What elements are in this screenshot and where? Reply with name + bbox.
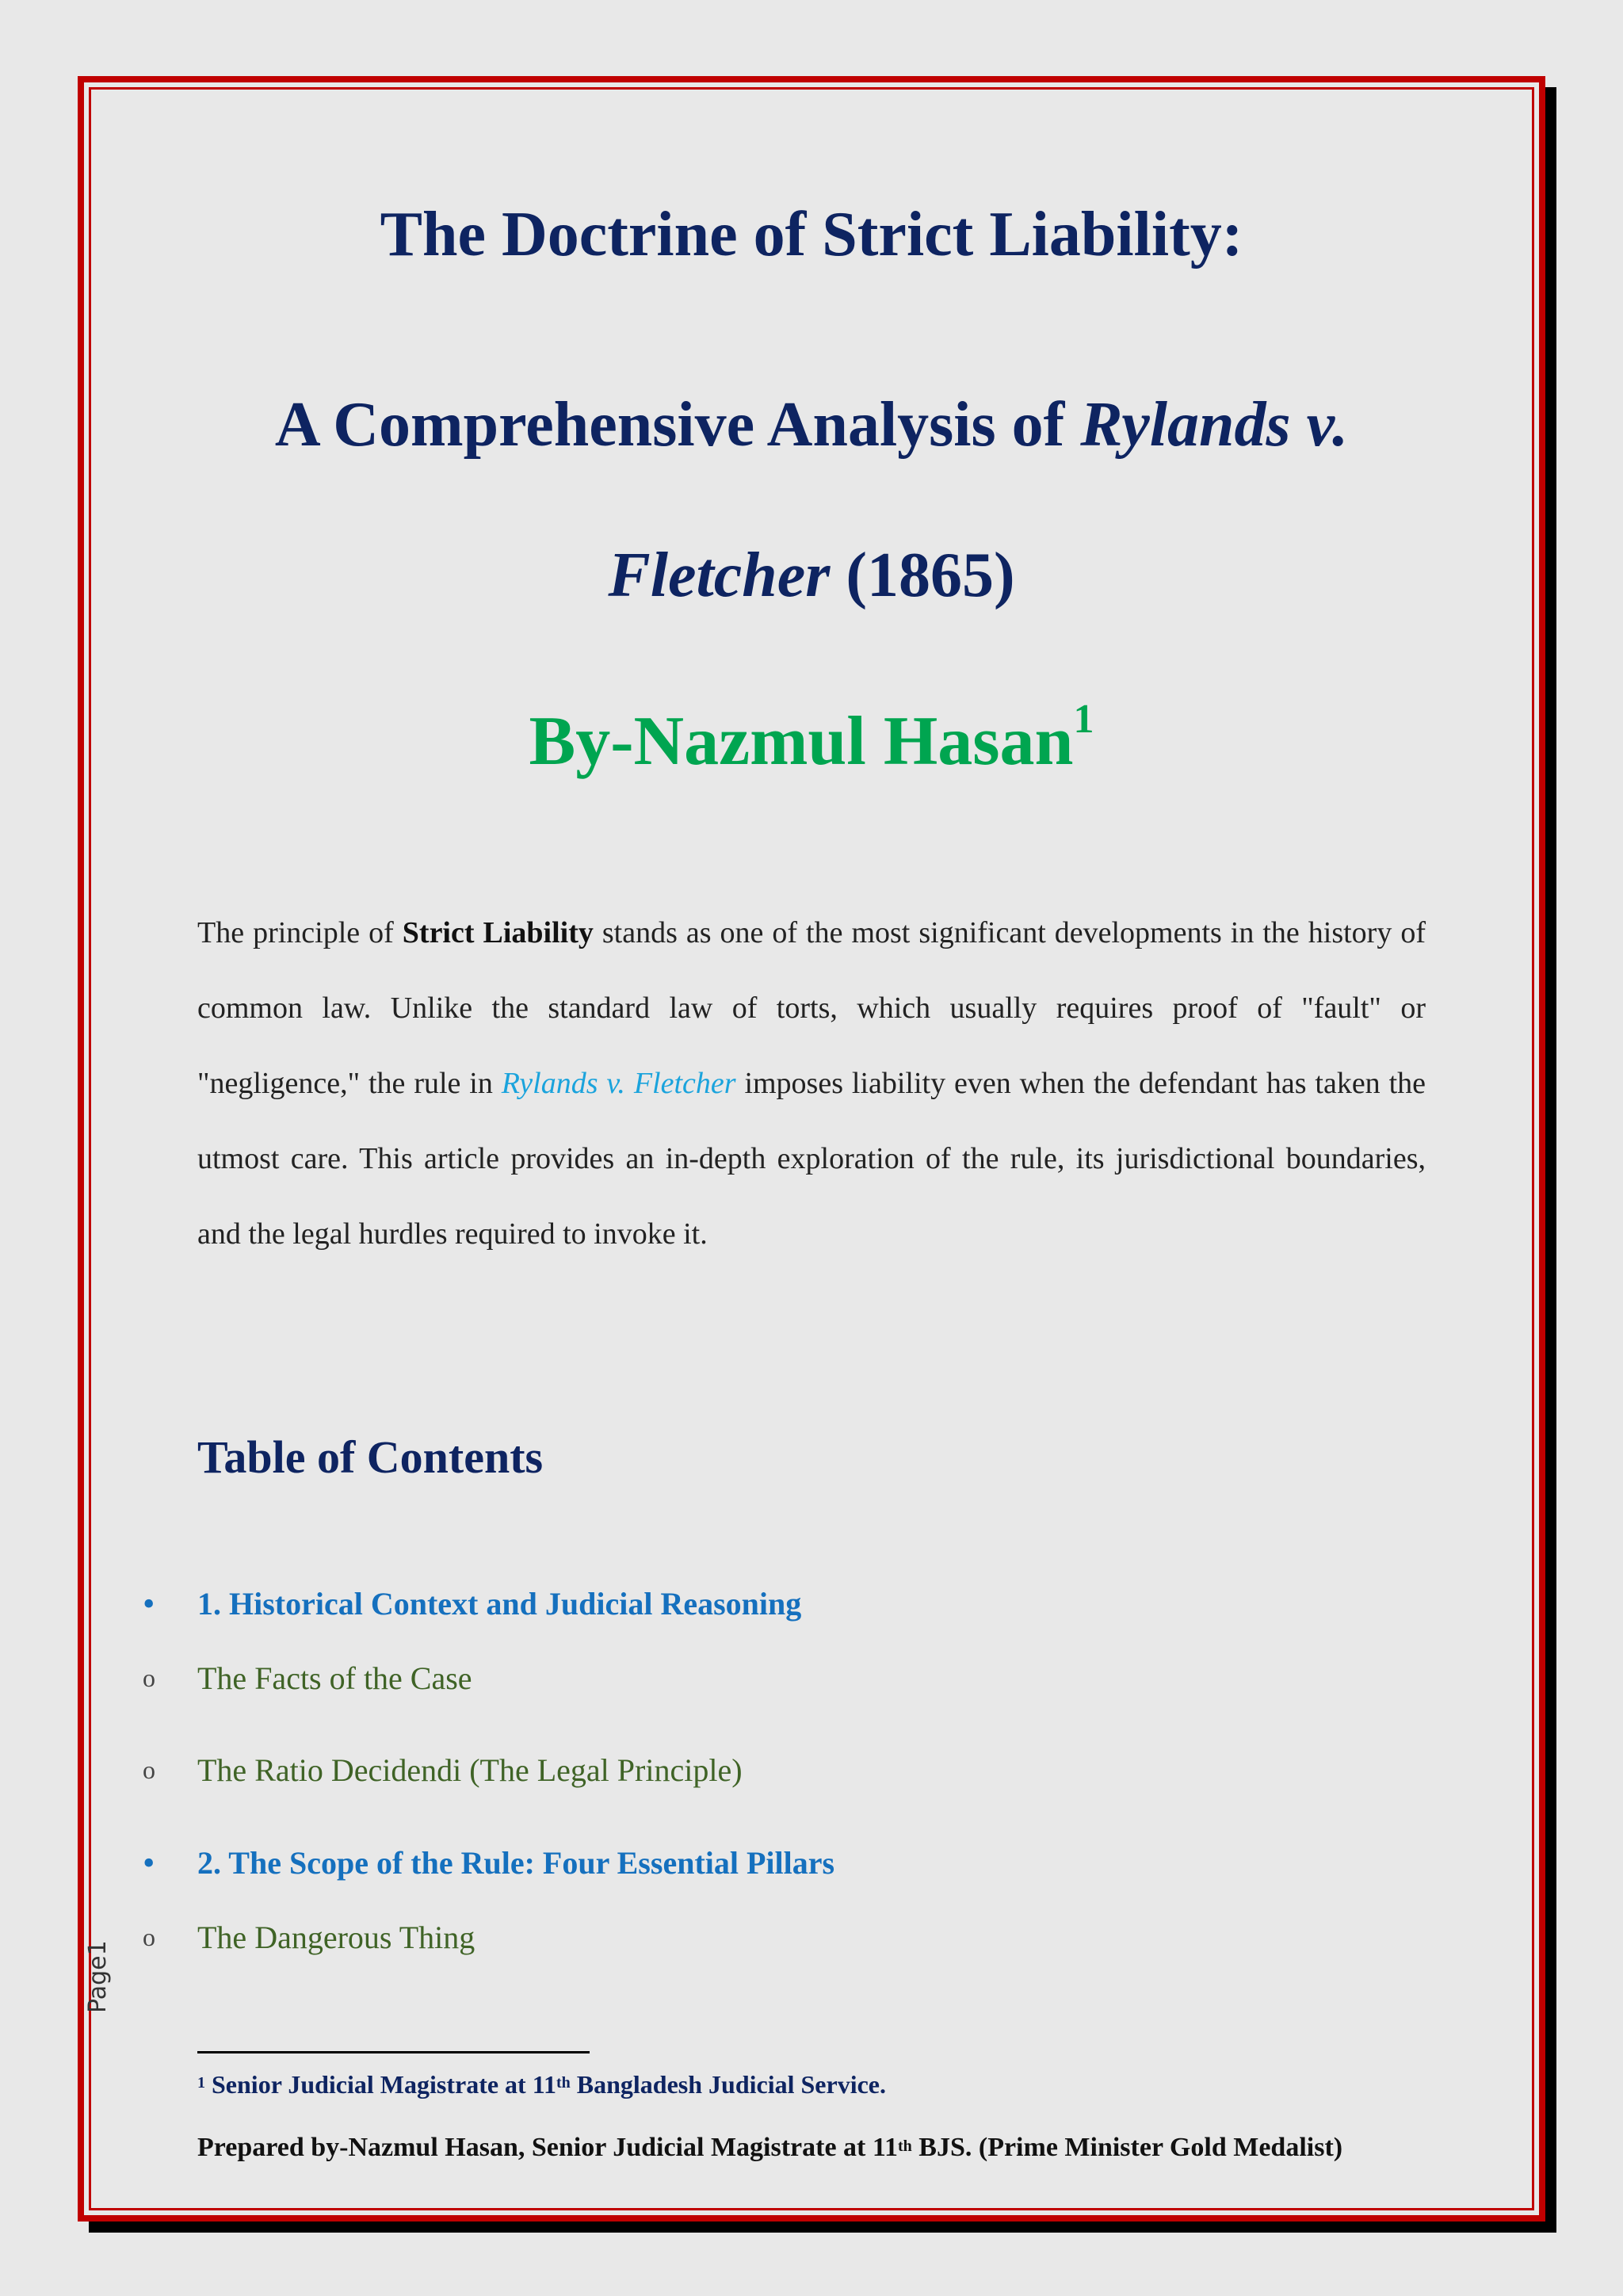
footnote-ref: 1 xyxy=(197,2074,205,2092)
intro-text-2: stands as one of the most significant developments in the history of common law. Unlike the standard law of torts, which usually requires proof of "fault" or "negligence," the rule in xyxy=(197,916,1426,1100)
intro-paragraph xyxy=(197,896,1426,1272)
footnote-ordinal: th xyxy=(556,2074,571,2092)
title-line-1-text: The Doctrine of Strict Liability: xyxy=(380,200,1243,269)
bullet-icon: • xyxy=(143,1584,155,1623)
toc-item-label: The Dangerous Thing xyxy=(197,1919,475,1955)
title-line-3 xyxy=(0,541,1623,610)
footnote xyxy=(197,2065,886,2103)
bullet-icon: • xyxy=(143,1843,155,1882)
intro-text-1: The principle of xyxy=(197,916,403,949)
title-line-2 xyxy=(0,390,1623,460)
toc-item-label: The Facts of the Case xyxy=(197,1660,472,1696)
toc-item-label: 1. Historical Context and Judicial Reasoning xyxy=(197,1585,802,1622)
footnote-text-2: Bangladesh Judicial Service. xyxy=(570,2070,886,2099)
prepared-by-footer xyxy=(197,2129,1342,2167)
toc-item-label: The Ratio Decidendi (The Legal Principle) xyxy=(197,1752,743,1788)
title-case-name-part2: Fletcher xyxy=(608,541,831,610)
circle-bullet-icon: o xyxy=(143,1922,155,1951)
toc-item-scope-of-rule[interactable] xyxy=(143,1839,834,1886)
title-case-name-part1: Rylands v. xyxy=(1080,390,1349,460)
intro-case-link[interactable]: Rylands v. Fletcher xyxy=(501,1067,736,1100)
toc-item-ratio-decidendi[interactable] xyxy=(143,1746,743,1794)
footnote-separator xyxy=(197,2051,590,2053)
circle-bullet-icon: o xyxy=(143,1663,155,1692)
toc-item-label: 2. The Scope of the Rule: Four Essential Pillars xyxy=(197,1844,835,1881)
title-line-1 xyxy=(0,200,1623,269)
author-footnote-ref: 1 xyxy=(1073,697,1094,742)
footnote-text-1: Senior Judicial Magistrate at 11 xyxy=(205,2070,556,2099)
prepared-text-1: Prepared by-Nazmul Hasan, Senior Judicial Magistrate at 11 xyxy=(197,2133,898,2162)
toc-item-facts-of-case[interactable] xyxy=(143,1654,472,1702)
page-number-label: Page1 xyxy=(84,1940,112,2013)
toc-heading: Table of Contents xyxy=(197,1431,544,1483)
prepared-text-2: BJS. (Prime Minister Gold Medalist) xyxy=(911,2133,1343,2162)
author-byline xyxy=(0,697,1623,780)
circle-bullet-icon: o xyxy=(143,1755,155,1784)
intro-bold-term: Strict Liability xyxy=(402,916,594,949)
toc-item-dangerous-thing[interactable] xyxy=(143,1913,475,1961)
title-year: (1865) xyxy=(830,541,1015,610)
title-line-2-prefix: A Comprehensive Analysis of xyxy=(274,390,1081,460)
author-name: By-Nazmul Hasan xyxy=(529,703,1074,780)
intro-text-3: imposes liability even when the defendant has taken the utmost care. This article provides an in-depth exploration of the rule, its jurisdictional boundaries, and the legal hurdles required to invoke it. xyxy=(197,1067,1426,1251)
prepared-ordinal: th xyxy=(897,2137,912,2155)
toc-item-historical-context[interactable] xyxy=(143,1580,801,1627)
